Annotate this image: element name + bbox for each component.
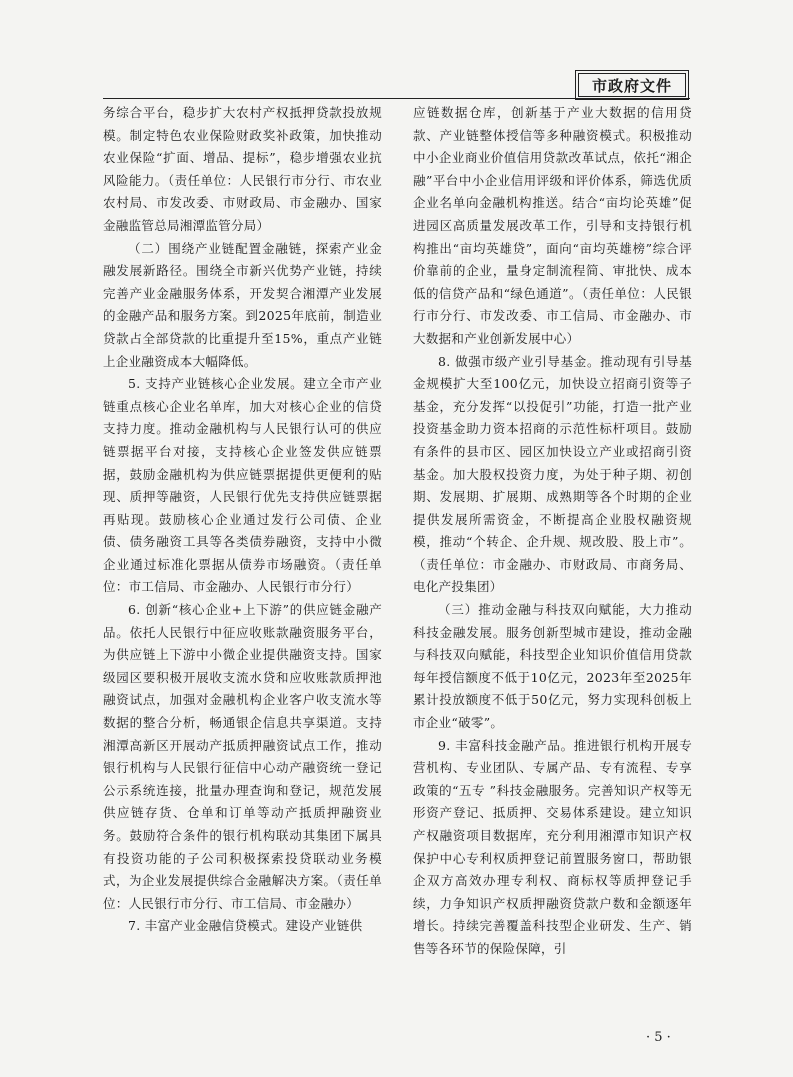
paragraph: 5. 支持产业链核心企业发展。建立全市产业链重点核心企业名单库，加大对核心企业的信贷支持力度。推动金融机构与人民银行认可的供应链票据平台对接，支持核心企业签发供应链票据，鼓励金融机构为供应链票据提供更便利的贴现、质押等融资，人民银行优先支持供应链票据再贴现。鼓励核心企业通过发行公司债、企业债、债务融资工具等各类债券融资，支持中小微企业通过标准化票据从债券市场融资。（责任单位：市工信局、市金融办、人民银行市分行） — [103, 376, 382, 595]
paragraph: （二）围绕产业链配置金融链，探索产业金融发展新路径。围绕全市新兴优势产业链，持续完善产业金融服务体系，开发契合湘潭产业发展的金融产品和服务方案。到2025年底前，制造业贷款占全部贷款的比重提升至15%，重点产业链上企业融资成本大幅降低。 — [103, 240, 382, 369]
paragraph: 务综合平台，稳步扩大农村产权抵押贷款投放规模。制定特色农业保险财政奖补政策，加快推动农业保险“扩面、增品、提标”，稳步增强农业抗风险能力。（责任单位：人民银行市分行、市农业农村局、市发改委、市财政局、市金融办、国家金融监管总局湘潭监管分局） — [103, 105, 382, 233]
paragraph: 应链数据仓库，创新基于产业大数据的信用贷款、产业链整体授信等多种融资模式。积极推动中小企业商业价值信用贷款改革试点，依托“湘企融”平台中小企业信用评级和评价体系，筛选优质企业名单向金融机构推送。结合“亩均论英雄”促进园区高质量发展改革工作，引导和支持银行机构推出“亩均英雄贷”，面向“亩均英雄榜”综合评价靠前的企业，量身定制流程简、审批快、成本低的信贷产品和“绿色通道”。（责任单位：人民银行市分行、市发改委、市工信局、市金融办、市大数据和产业创新发展中心） — [413, 105, 692, 346]
paragraph: 7. 丰富产业金融信贷模式。建设产业链供 — [128, 918, 363, 934]
paragraph: 8. 做强市级产业引导基金。推动现有引导基金规模扩大至100亿元，加快设立招商引资等子基金，充分发挥“以投促引”功能，打造一批产业投资基金助力资本招商的示范性标杆项目。鼓励有条件的县市区、园区加快设立产业或招商引资基金。加大股权投资力度，为处于种子期、初创期、发展期、扩展期、成熟期等各个时期的企业提供发展所需资金，不断提高企业股权融资规模，推动“个转企、企升规、规改股、股上市”。（责任单位：市金融办、市财政局、市商务局、电化产投集团） — [413, 353, 692, 595]
header-divider — [103, 98, 690, 99]
section-label: 市政府文件 — [578, 73, 686, 97]
paragraph: 6. 创新“核心企业+上下游”的供应链金融产品。依托人民银行中征应收账款融资服务平台，为供应链上下游中小微企业提供融资支持。国家级园区要积极开展收支流水贷和应收账款质押池融资试点，加强对金融机构企业客户收支流水等数据的整合分析，畅通银企信息共享渠道。支持湘潭高新区开展动产抵质押融资试点工作，推动银行机构与人民银行征信中心动产融资统一登记公示系统连接，批量办理查询和登记，规范发展供应链存货、仓单和订单等动产抵质押融资业务。鼓励符合条件的银行机构联动其集团下属具有投资功能的子公司积极探索投贷联动业务模式，为企业发展提供综合金融解决方案。（责任单位：人民银行市分行、市工信局、市金融办） — [103, 602, 382, 911]
paragraph: （三）推动金融与科技双向赋能，大力推动科技金融发展。服务创新型城市建设，推动金融与科技双向赋能，科技型企业知识价值信用贷款每年授信额度不低于10亿元，2023年至2025年累计投放额度不低于50亿元，努力实现科创板上市企业“破零”。 — [413, 602, 692, 731]
page-number: · 5 · — [646, 1030, 671, 1045]
paragraph: 9. 丰富科技金融产品。推进银行机构开展专营机构、专业团队、专属产品、专有流程、专享政策的“五专 ”科技金融服务。完善知识产权等无形资产登记、抵质押、交易体系建设。建立知识产权融资项目数据库，充分利用湘潭市知识产权保护中心专利权质押登记前置服务窗口，帮助银企双方高效办理专利权、商标权等质押登记手续，力争知识产权质押融资贷款户数和金额逐年增长。持续完善覆盖科技型企业研发、生产、销售等各环节的保险保障，引 — [413, 737, 692, 956]
right-column — [413, 102, 692, 961]
left-column — [103, 102, 382, 938]
